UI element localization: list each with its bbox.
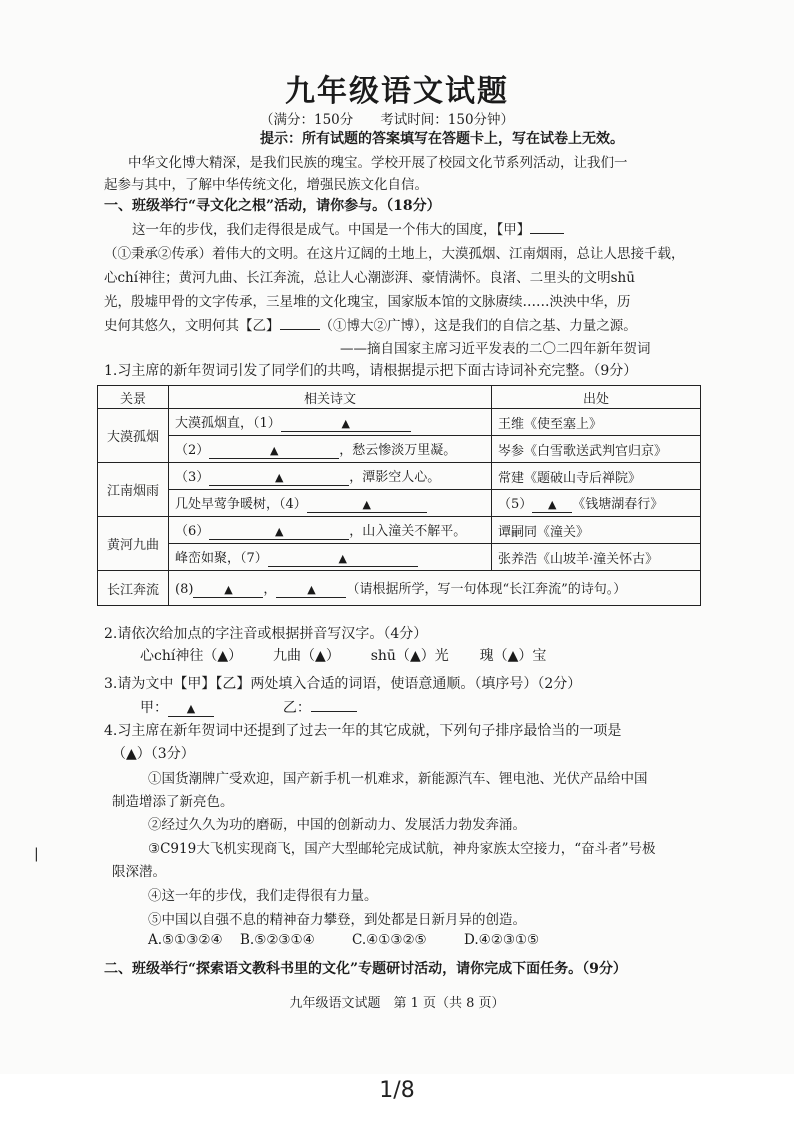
exam-tip: 提示：所有试题的答案填写在答题卡上，写在试卷上无效。 [260, 131, 624, 147]
score-time: （满分：150分 考试时间：150分钟） [260, 112, 515, 128]
q4-sentence: 制造增添了新亮色。 [112, 794, 234, 810]
answer-blank-6[interactable]: ▲ [209, 525, 349, 540]
answer-jia[interactable]: ▲ [168, 702, 214, 717]
page-footer: 九年级语文试题 第 1 页（共 8 页） [289, 996, 505, 1011]
scene-cell: 大漠孤烟 [98, 409, 169, 463]
source-cell: 张养浩《山坡羊·潼关怀古》 [492, 544, 701, 571]
answer-blank-8a[interactable]: ▲ [193, 583, 263, 598]
q4-stem: 4.习主席在新年贺词中还提到了过去一年的其它成就，下列句子排序最恰当的一项是 [104, 723, 622, 739]
source-cell: （5） ▲ 《钱塘湖春行》 [492, 490, 701, 517]
passage-text: 史何其悠久，文明何其【乙】 [104, 318, 280, 334]
answer-mark[interactable]: ▲ [126, 746, 137, 762]
q1-stem: 1.习主席的新年贺词引发了同学们的共鸣，请根据提示把下面古诗词补充完整。（9分） [104, 363, 638, 379]
intro-line-2: 起参与其中，了解中华传统文化，增强民族文化自信。 [104, 177, 428, 193]
answer-blank-2[interactable]: ▲ [209, 444, 339, 459]
answer-blank-7[interactable]: ▲ [268, 552, 418, 567]
passage-line [104, 314, 637, 334]
poem-line: （2） ▲ ，愁云惨淡万里凝。 [169, 436, 492, 463]
answer-blank-5[interactable]: ▲ [532, 498, 572, 513]
passage-source: ——摘自国家主席习近平发表的二〇二四年新年贺词 [340, 341, 651, 357]
q4-sentence: ④这一年的步伐，我们走得很有力量。 [148, 888, 378, 904]
q3-answers: 甲： ▲ 乙： [140, 697, 357, 717]
answer-blank-8b[interactable]: ▲ [276, 583, 346, 598]
answer-blank-4[interactable]: ▲ [307, 498, 427, 513]
poem-table [97, 385, 701, 606]
answer-yi[interactable] [311, 711, 357, 712]
source-cell: 谭嗣同《潼关》 [492, 517, 701, 544]
page-indicator: 1/8 [379, 1078, 415, 1103]
passage-text: （①博大②广博），这是我们的自信之基、力量之源。 [319, 318, 637, 334]
q3-stem: 3.请为文中【甲】【乙】两处填入合适的词语，使语意通顺。（填序号）（2分） [104, 676, 582, 692]
q4-answer-line: （▲）（3分） [112, 746, 195, 762]
source-cell: 常建《题破山寺后禅院》 [492, 463, 701, 490]
poem-line: 大漠孤烟直，（1） ▲ [169, 409, 492, 436]
page-title: 九年级语文试题 [285, 74, 509, 109]
margin-mark: | [34, 846, 39, 862]
scene-cell: 黄河九曲 [98, 517, 169, 571]
q4-sentence: ①国货潮牌广受欢迎，国产新手机一机难求，新能源汽车、锂电池、光伏产品给中国 [148, 771, 648, 787]
source-cell: 王维《使至塞上》 [492, 409, 701, 436]
q2-items: 心chí神往（▲） 九曲（▲） shū（▲）光 瑰（▲）宝 [140, 648, 547, 664]
section1-heading: 一、班级举行“寻文化之根”活动，请你参与。（18分） [104, 198, 441, 214]
blank-yi[interactable] [280, 329, 320, 330]
poem-line: 几处早莺争暖树，（4） ▲ [169, 490, 492, 517]
source-cell: 岑参《白雪歌送武判官归京》 [492, 436, 701, 463]
poem-line: (8) ▲ ， ▲ （请根据所学，写一句体现“长江奔流”的诗句。） [169, 571, 701, 606]
option-d[interactable]: D.④②③①⑤ [464, 932, 540, 948]
answer-mark[interactable]: ▲ [217, 648, 229, 664]
answer-blank-3[interactable]: ▲ [209, 471, 349, 486]
option-a[interactable]: A.⑤①③②④ [148, 932, 223, 948]
answer-mark[interactable]: ▲ [507, 648, 519, 664]
blank-jia[interactable] [530, 233, 564, 234]
option-c[interactable]: C.④①③②⑤ [352, 932, 427, 948]
q4-options [148, 932, 539, 948]
passage-text: 这一年的步伐，我们走得很是成气。中国是一个伟大的国度，【甲】 [132, 222, 531, 238]
q4-sentence: 限深潜。 [112, 864, 166, 880]
poem-line: （6） ▲ ，山入潼关不解平。 [169, 517, 492, 544]
table-header: 相关诗文 [169, 386, 492, 409]
answer-mark[interactable]: ▲ [315, 648, 326, 664]
poem-line: （3） ▲ ，潭影空人心。 [169, 463, 492, 490]
passage-line: 光，殷墟甲骨的文字传承，三星堆的文化瑰宝，国家版本馆的文脉赓续……泱泱中华，历 [104, 294, 631, 310]
table-header: 出处 [492, 386, 701, 409]
scene-cell: 江南烟雨 [98, 463, 169, 517]
passage-line [132, 218, 564, 238]
poem-line: 峰峦如聚，（7） ▲ [169, 544, 492, 571]
q2-stem: 2.请依次给加点的字注音或根据拼音写汉字。（4分） [104, 626, 428, 642]
passage-line: 心chí神往；黄河九曲、长江奔流，总让人心潮澎湃、豪情满怀。良渚、二里头的文明shū [104, 270, 635, 286]
q4-sentence: ⑤中国以自强不息的精神奋力攀登，到处都是日新月异的创造。 [148, 912, 526, 928]
table-header: 关景 [98, 386, 169, 409]
answer-mark[interactable]: ▲ [409, 648, 421, 664]
answer-blank-1[interactable]: ▲ [281, 417, 411, 432]
scene-cell: 长江奔流 [98, 571, 169, 606]
q4-sentence: ②经过久久为功的磨砺，中国的创新动力、发展活力勃发奔涌。 [148, 817, 526, 833]
intro-line-1: 中华文化博大精深，是我们民族的瑰宝。学校开展了校园文化节系列活动，让我们一 [128, 155, 628, 171]
section2-heading: 二、班级举行“探索语文教科书里的文化”专题研讨活动，请你完成下面任务。（9分） [104, 961, 627, 977]
passage-line: （①秉承②传承）着伟大的文明。在这片辽阔的土地上，大漠孤烟、江南烟雨，总让人思接千载， [104, 246, 685, 262]
option-b[interactable]: B.⑤②③①④ [240, 932, 315, 948]
q4-sentence: ③C919大飞机实现商飞，国产大型邮轮完成试航，神舟家族太空接力，“奋斗者”号极 [148, 841, 656, 857]
